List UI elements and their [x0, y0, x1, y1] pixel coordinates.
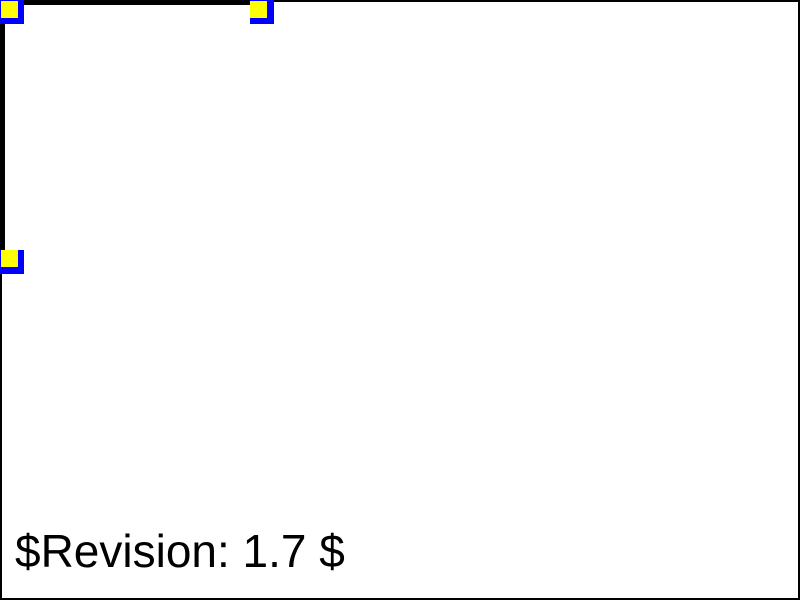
- control-handle-top-right[interactable]: [250, 0, 274, 24]
- revision-label: $Revision: 1.7 $: [15, 525, 345, 577]
- path-line[interactable]: [3, 3, 262, 262]
- control-handle-bottom-left[interactable]: [0, 250, 24, 274]
- canvas-frame: [1, 1, 799, 599]
- control-handle-top-left[interactable]: [0, 0, 24, 24]
